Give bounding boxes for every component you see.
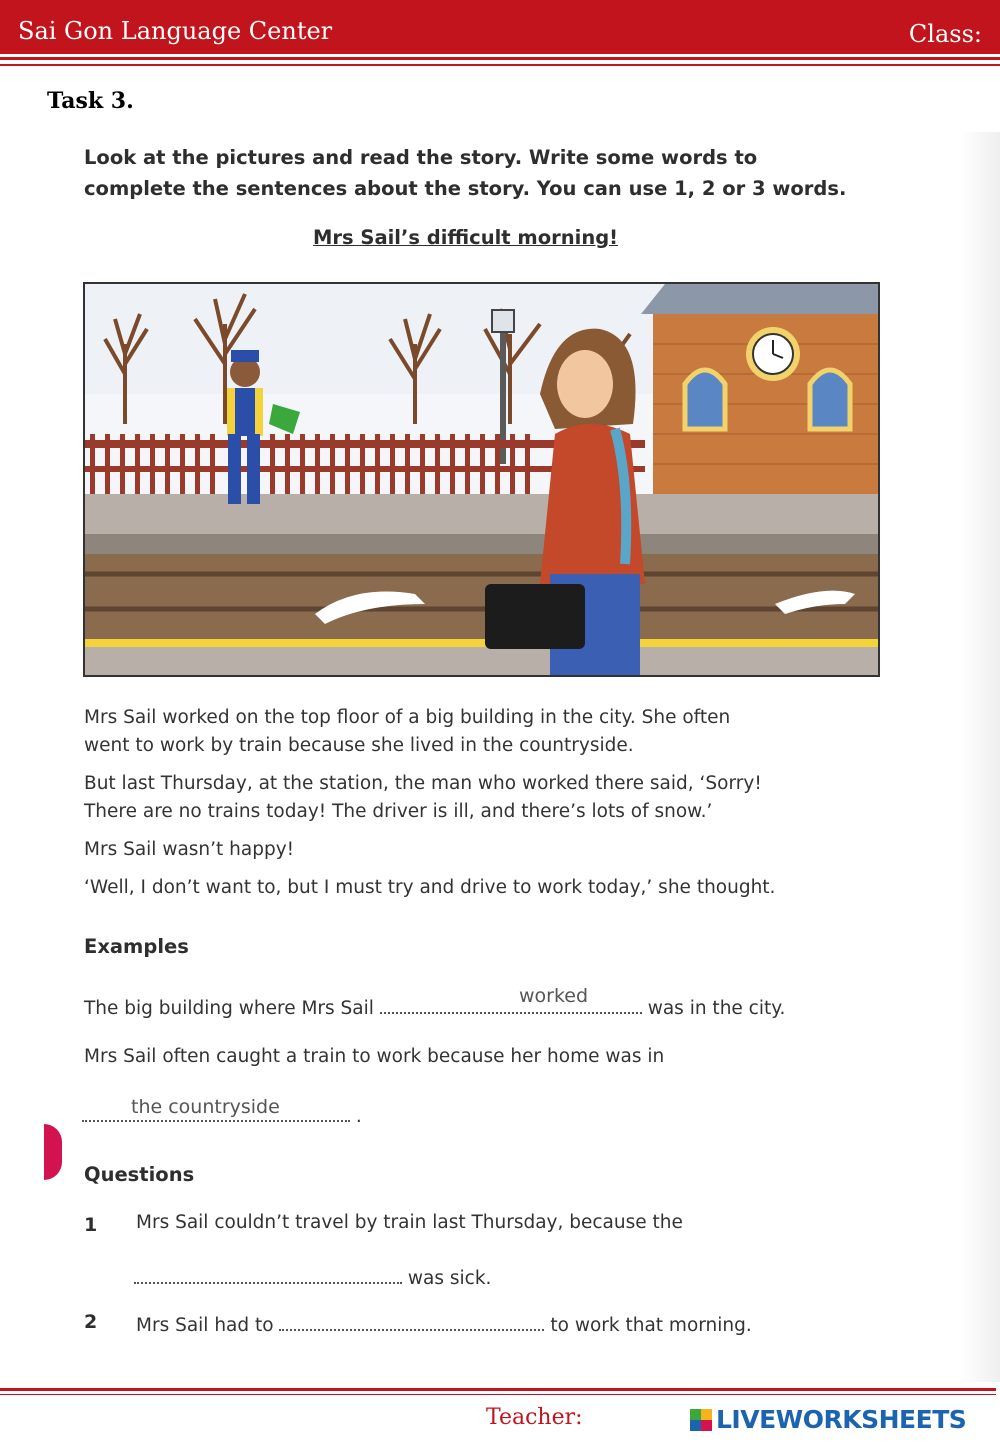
example-2: Mrs Sail often caught a train to work because her home was in xyxy=(84,1046,665,1067)
question-2 xyxy=(136,1309,752,1336)
examples-heading: Examples xyxy=(84,935,189,958)
story-text xyxy=(84,704,884,912)
page-edge-marker xyxy=(44,1124,62,1180)
page-edge-shadow xyxy=(960,132,1000,1382)
story-paragraph xyxy=(84,704,884,760)
center-name: Sai Gon Language Center xyxy=(18,17,333,45)
footer-divider-thin xyxy=(0,1394,996,1395)
story-line: But last Thursday, at the station, the man who worked there said, ‘Sorry! xyxy=(84,773,762,794)
story-paragraph xyxy=(84,770,884,826)
instructions-line: Look at the pictures and read the story. Write some words to xyxy=(84,146,758,169)
story-line: Mrs Sail worked on the top floor of a big building in the city. She often xyxy=(84,707,731,728)
instructions-line: complete the sentences about the story. You can use 1, 2 or 3 words. xyxy=(84,177,847,200)
example-2-answer: the countryside xyxy=(131,1096,280,1118)
question-2-text: Mrs Sail had to xyxy=(136,1315,274,1336)
task-title: Task 3. xyxy=(47,88,134,114)
story-line: There are no trains today! The driver is ill, and there’s lots of snow.’ xyxy=(84,801,713,822)
liveworksheets-logo[interactable] xyxy=(690,1405,966,1434)
header-divider xyxy=(0,57,1000,60)
instructions xyxy=(84,142,904,204)
question-2-text-end: to work that morning. xyxy=(550,1315,752,1336)
footer-divider xyxy=(0,1388,996,1391)
liveworksheets-icon xyxy=(690,1409,712,1431)
example-1-answer: worked xyxy=(519,985,589,1007)
example-2-period: . xyxy=(355,1106,362,1127)
story-paragraph: ‘Well, I don’t want to, but I must try and drive to work today,’ she thought. xyxy=(84,877,776,898)
story-line: went to work by train because she lived in the countryside. xyxy=(84,735,634,756)
example-1-text: The big building where Mrs Sail xyxy=(84,998,374,1019)
liveworksheets-brand: LIVEWORKSHEETS xyxy=(716,1405,967,1434)
question-1-number: 1 xyxy=(84,1214,98,1236)
question-2-blank[interactable] xyxy=(279,1309,544,1331)
story-paragraph: Mrs Sail wasn’t happy! xyxy=(84,839,295,860)
example-1-text-end: was in the city. xyxy=(647,998,786,1019)
example-1-blank xyxy=(380,992,642,1014)
questions-heading: Questions xyxy=(84,1163,195,1186)
story-illustration xyxy=(83,282,880,677)
question-1-blank[interactable] xyxy=(134,1262,402,1284)
class-label: Class: xyxy=(908,20,982,48)
question-1-answer-line xyxy=(134,1262,491,1289)
header-bar xyxy=(0,0,1000,54)
teacher-label: Teacher: xyxy=(486,1405,583,1430)
question-2-number: 2 xyxy=(84,1311,98,1333)
header-divider-thin xyxy=(0,64,1000,66)
example-1 xyxy=(84,992,785,1019)
question-1-text: Mrs Sail couldn’t travel by train last Thursday, because the xyxy=(136,1212,683,1233)
story-title: Mrs Sail’s difficult morning! xyxy=(313,226,619,249)
question-1-text-end: was sick. xyxy=(407,1268,492,1289)
